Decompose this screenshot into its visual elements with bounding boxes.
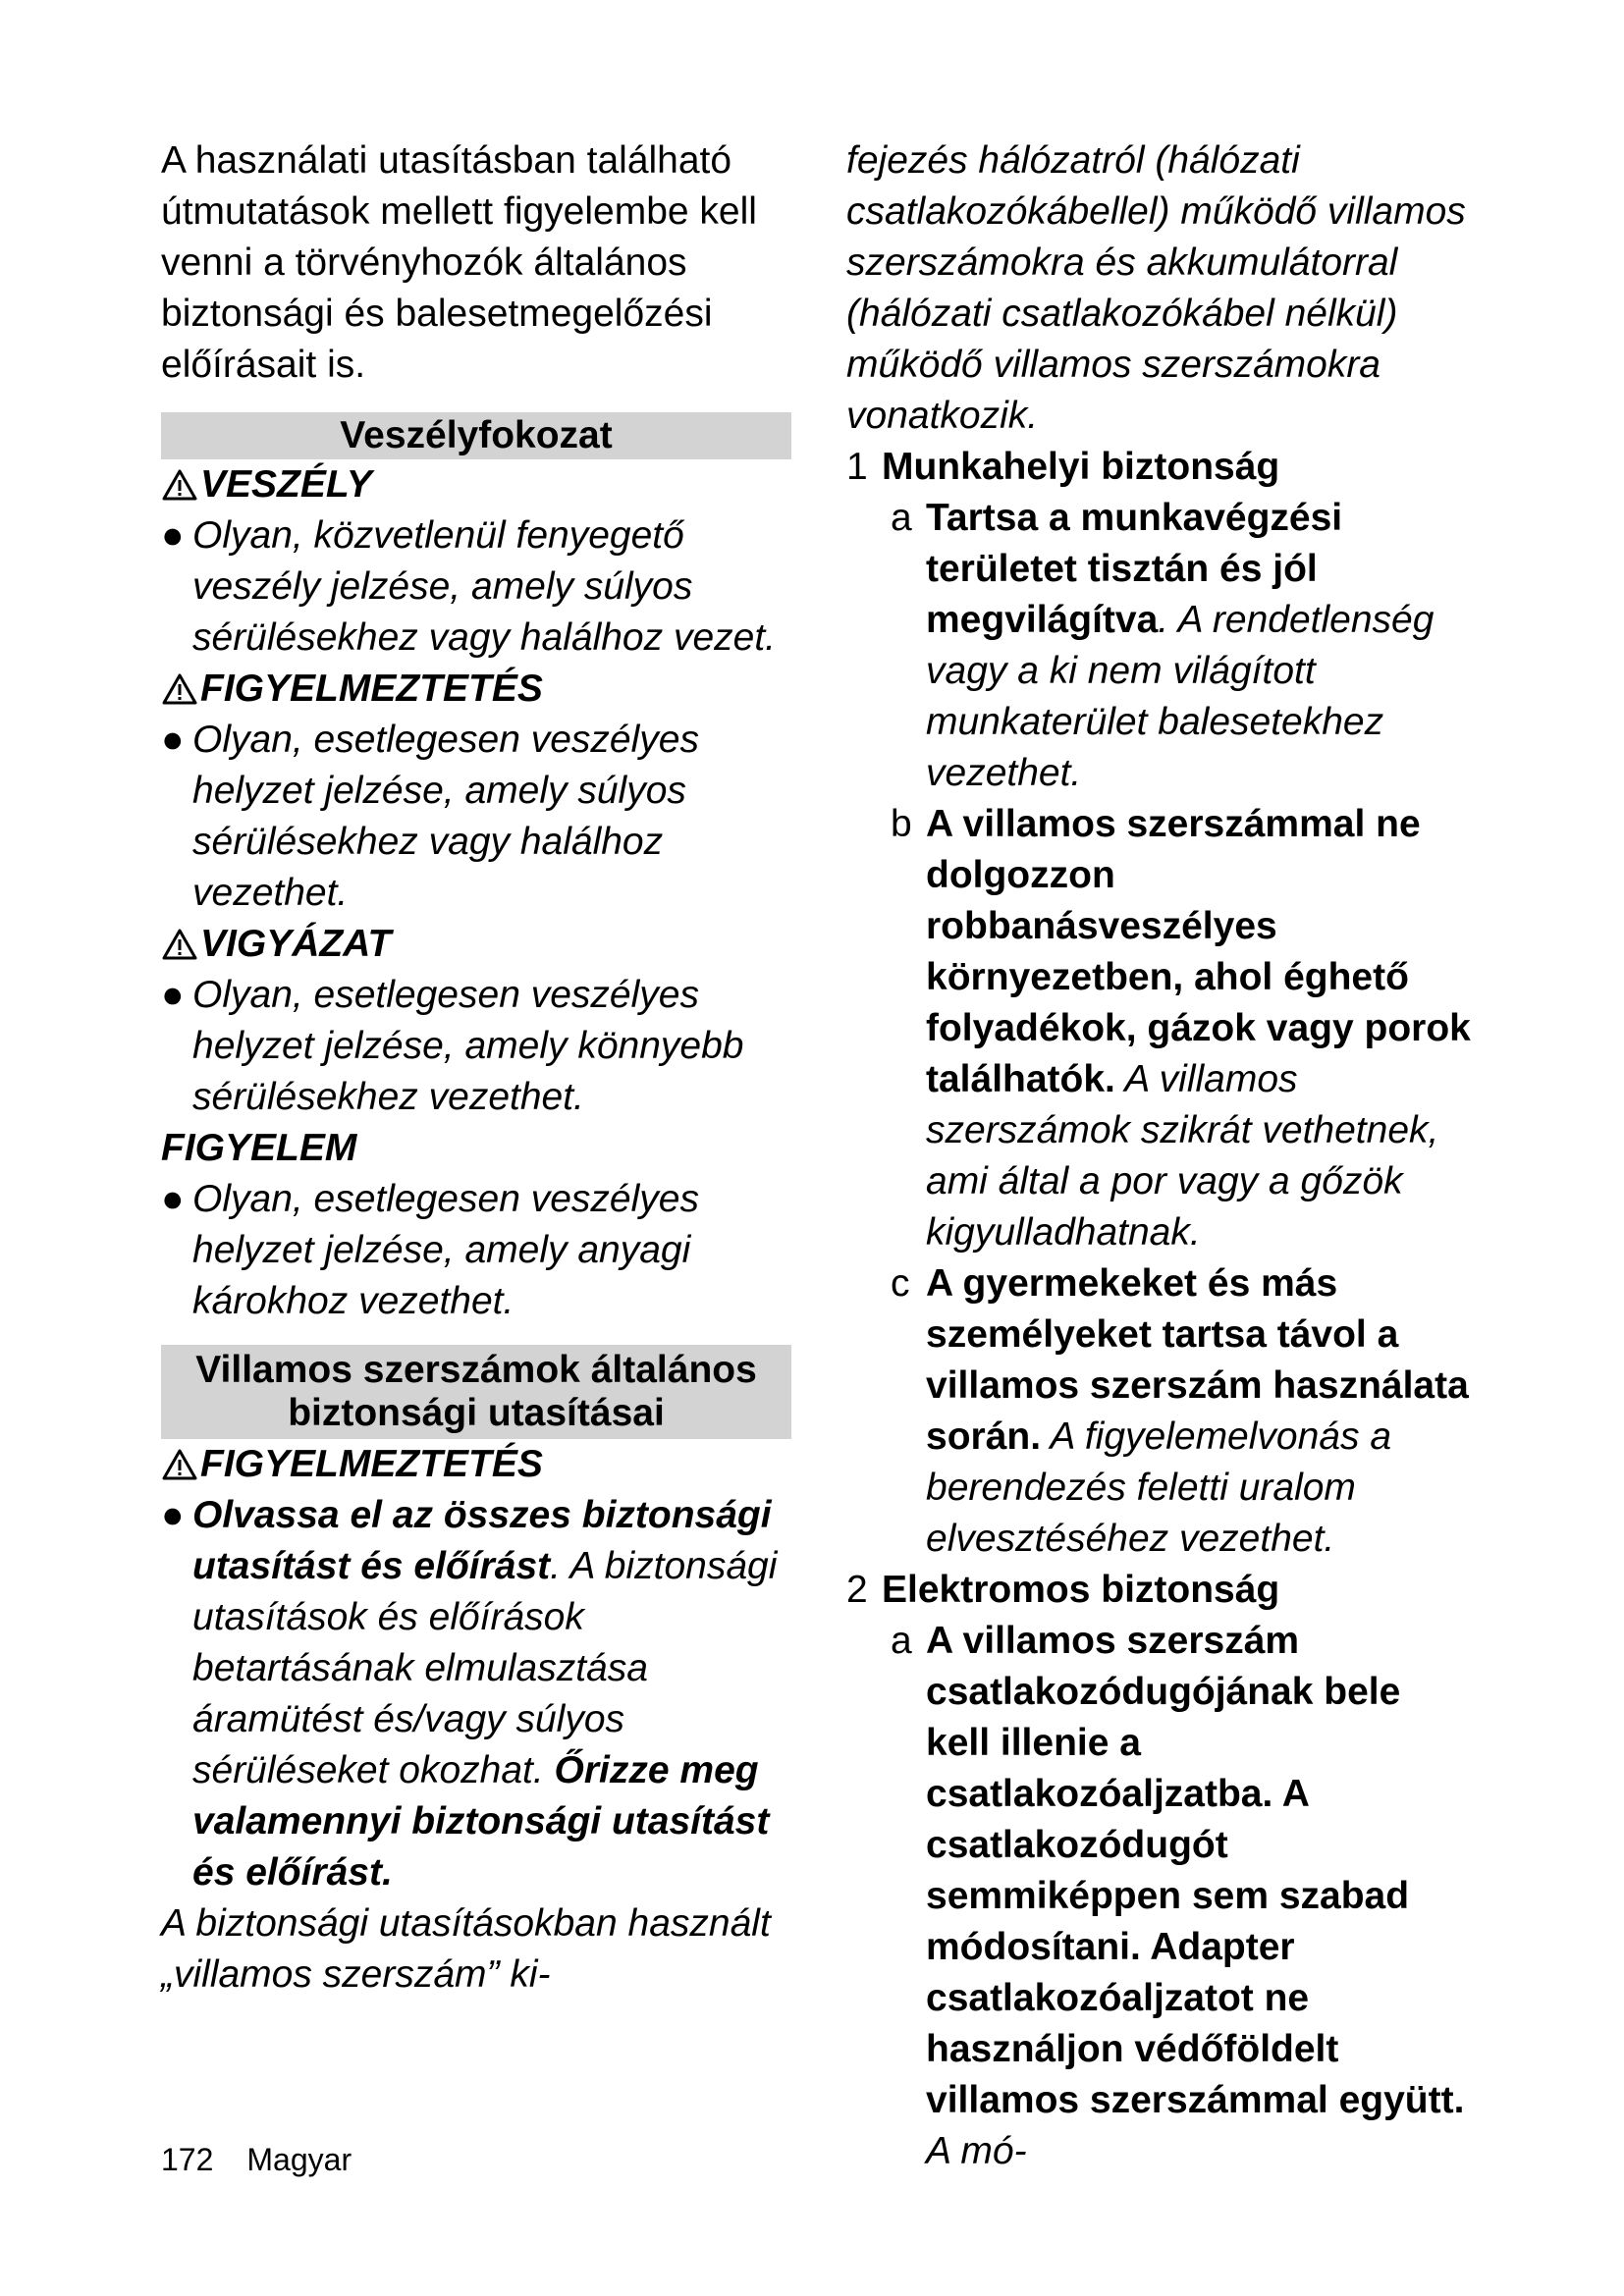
section-title: Elektromos biztonság — [882, 1569, 1280, 1611]
warning-triangle-icon — [161, 1448, 198, 1481]
general-instruction-bold: Olvassa el az összes biztonsági utasítást és előírást — [192, 1494, 772, 1587]
item-letter: c — [891, 1262, 910, 1305]
left-column — [161, 135, 791, 2001]
section-number: 1 — [846, 446, 868, 488]
item-content — [926, 1258, 1475, 1565]
item-bold: A villamos szerszámmal ne dolgozzon robbanásveszélyes környezetben, ahol éghető folyadékok, gázok vagy porok találhatók. — [926, 803, 1471, 1100]
bullet-icon: ● — [161, 1494, 185, 1536]
signal-word-danger — [161, 459, 791, 510]
general-instruction-bold-2: Őrizze meg valamennyi biztonsági utasítást és előírást. — [192, 1749, 770, 1894]
item-bold: A villamos szerszám csatlakozódugójának bele kell illenie a csatlakozóaljzatba. A csatlakozódugót semmiképpen sem szabad módosítani. Adapter csatlakozóaljzatot ne használjon védőföldelt villamos szerszámmal együtt. — [926, 1620, 1465, 2121]
item-content — [926, 1616, 1475, 2177]
term-definition: A biztonsági utasításokban használt „villamos szerszám” ki- — [161, 1902, 771, 1996]
level-description: Olyan, közvetlenül fenyegető veszély jelzése, amely súlyos sérülésekhez vagy halálhoz vezet. — [192, 514, 777, 659]
list-item — [891, 799, 1475, 1258]
term-definition-continued: fejezés hálózatról (hálózati csatlakozókábellel) működő villamos szerszámokra és akkumulátorral (hálózati csatlakozókábel nélkül) működő villamos szerszámokra vonatkozik. — [846, 139, 1466, 437]
signal-word-label: FIGYELMEZTETÉS — [200, 1443, 543, 1485]
signal-word-label: VESZÉLY — [200, 463, 372, 506]
level-description: Olyan, esetlegesen veszélyes helyzet jelzése, amely anyagi károkhoz vezethet. — [192, 1178, 699, 1322]
item-bold: A gyermekeket és más személyeket tartsa távol a villamos szerszám használata során. — [926, 1262, 1469, 1458]
list-item — [161, 715, 791, 919]
item-letter: a — [891, 1620, 912, 1662]
item-letter: b — [891, 803, 912, 845]
section-heading-electrical — [846, 1565, 1475, 1616]
warning-triangle-icon — [161, 928, 198, 961]
intro-paragraph: A használati utasításban található útmutatások mellett figyelembe kell venni a törvényhozók általános biztonsági és balesetmegelőzési előírásait is. — [161, 139, 757, 386]
item-content — [926, 493, 1475, 799]
right-column — [846, 135, 1475, 2177]
item-letter: a — [891, 497, 912, 539]
item-content — [926, 799, 1475, 1258]
list-item — [891, 1258, 1475, 1565]
section-number: 2 — [846, 1569, 868, 1611]
list-item — [161, 1174, 791, 1327]
hazard-level-header: Veszélyfokozat — [161, 412, 791, 459]
bullet-icon: ● — [161, 719, 185, 761]
signal-word-warning-general — [161, 1439, 791, 1490]
signal-word-label: FIGYELEM — [161, 1127, 357, 1169]
item-text: . A rendetlenség vagy a ki nem világított munkaterület balesetekhez vezethet. — [926, 599, 1435, 794]
bullet-icon: ● — [161, 514, 185, 557]
list-item — [161, 510, 791, 664]
level-description: Olyan, esetlegesen veszélyes helyzet jelzése, amely súlyos sérülésekhez vagy halálhoz vezethet. — [192, 719, 699, 914]
warning-triangle-icon — [161, 468, 198, 502]
footer-language: Magyar — [246, 2142, 352, 2177]
general-instruction-text: . A biztonsági utasítások és előírások betartásának elmulasztása áramütést és/vagy súlyos sérüléseket okozhat. — [192, 1545, 778, 1791]
general-instruction — [192, 1490, 791, 1898]
signal-word-label: VIGYÁZAT — [200, 923, 392, 965]
signal-word-caution — [161, 919, 791, 970]
warning-triangle-icon — [161, 672, 198, 706]
section-heading-workplace — [846, 442, 1475, 493]
level-description: Olyan, esetlegesen veszélyes helyzet jelzése, amely könnyebb sérülésekhez vezethet. — [192, 974, 744, 1118]
list-item — [161, 1490, 791, 1898]
signal-word-label: FIGYELMEZTETÉS — [200, 667, 543, 710]
signal-word-notice — [161, 1123, 791, 1174]
item-text: A villamos szerszámok szikrát vethetnek, ami által a por vagy a gőzök kigyulladhatnak. — [926, 1058, 1439, 1254]
section-title: Munkahelyi biztonság — [882, 446, 1280, 488]
signal-word-warning — [161, 664, 791, 715]
list-item — [891, 1616, 1475, 2177]
item-bold: Tartsa a munkavégzési területet tisztán és jól megvilágítva — [926, 497, 1343, 641]
bullet-icon: ● — [161, 974, 185, 1016]
item-text: A figyelemelvonás a berendezés feletti uralom elvesztéséhez vezethet. — [926, 1415, 1392, 1560]
page-number: 172 — [161, 2142, 214, 2177]
general-safety-header: Villamos szerszámok általános biztonsági utasításai — [161, 1345, 791, 1439]
list-item — [161, 970, 791, 1123]
list-item — [891, 493, 1475, 799]
page-footer — [161, 2140, 352, 2179]
item-text: A mó- — [926, 2130, 1027, 2172]
bullet-icon: ● — [161, 1178, 185, 1220]
